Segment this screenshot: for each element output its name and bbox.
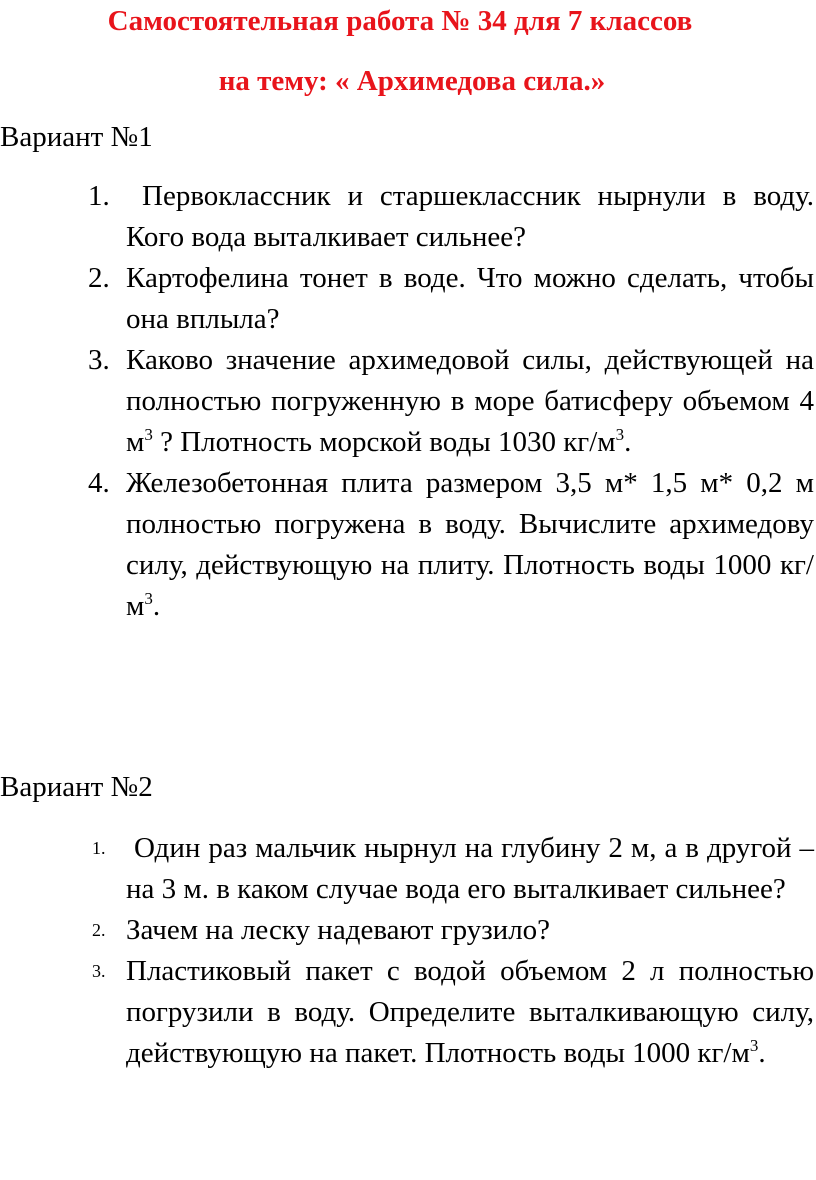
variant-2-task-list (0, 828, 816, 1074)
superscript: 3 (144, 425, 153, 444)
document-subtitle: на тему: « Архимедова сила.» (218, 65, 606, 97)
superscript: 3 (749, 1036, 759, 1055)
task-text: Железобетонная плита размером 3,5 м* 1,5 м* 0,2 м полностью погружена в воду. Вычислите архимедову силу, действующую на плиту. Плотность воды 1000 кг/м (126, 467, 814, 622)
variant-2-heading: Вариант №2 (0, 771, 153, 803)
variant-1-task-1 (0, 176, 816, 258)
variant-1-task-list (0, 176, 816, 627)
task-text: . (152, 590, 161, 622)
task-number: 1. (88, 180, 110, 212)
variant-1-task-4 (0, 463, 816, 627)
task-number: 3. (92, 961, 106, 981)
variant-1-heading: Вариант №1 (0, 121, 153, 153)
variant-2-task-1 (0, 828, 816, 910)
task-number: 2. (88, 262, 110, 294)
task-text: Картофелина тонет в воде. Что можно сделать, чтобы она вплыла? (126, 262, 814, 335)
task-text: . (624, 426, 632, 458)
task-text: Каково значение архимедовой силы, действующей на полностью погруженную в море батисферу объемом 4 м (126, 344, 814, 458)
task-text: . (758, 1037, 766, 1069)
document-title: Самостоятельная работа № 34 для 7 классов (107, 5, 693, 37)
task-number: 3. (88, 344, 110, 376)
superscript: 3 (144, 589, 153, 608)
task-text: Зачем на леску надевают грузило? (126, 914, 551, 946)
task-text: Первоклассник и старшеклассник нырнули в воду. Кого вода выталкивает сильнее? (126, 180, 814, 253)
variant-1-task-3 (0, 340, 816, 463)
task-text: Пластиковый пакет с водой объемом 2 л полностью погрузили в воду. Определите выталкивающую силу, действующую на пакет. Плотность воды 1000 кг/м (126, 955, 814, 1069)
variant-2-task-2 (0, 910, 816, 951)
task-text: ? Плотность морской воды 1030 кг/м (152, 426, 616, 458)
task-text: Один раз мальчик нырнул на глубину 2 м, а в другой – на 3 м. в каком случае вода его выталкивает сильнее? (126, 832, 814, 905)
task-number: 2. (92, 920, 106, 940)
variant-2-task-3 (0, 951, 816, 1074)
superscript: 3 (615, 425, 625, 444)
variant-1-task-2 (0, 258, 816, 340)
task-number: 1. (92, 838, 106, 858)
task-number: 4. (88, 467, 110, 499)
